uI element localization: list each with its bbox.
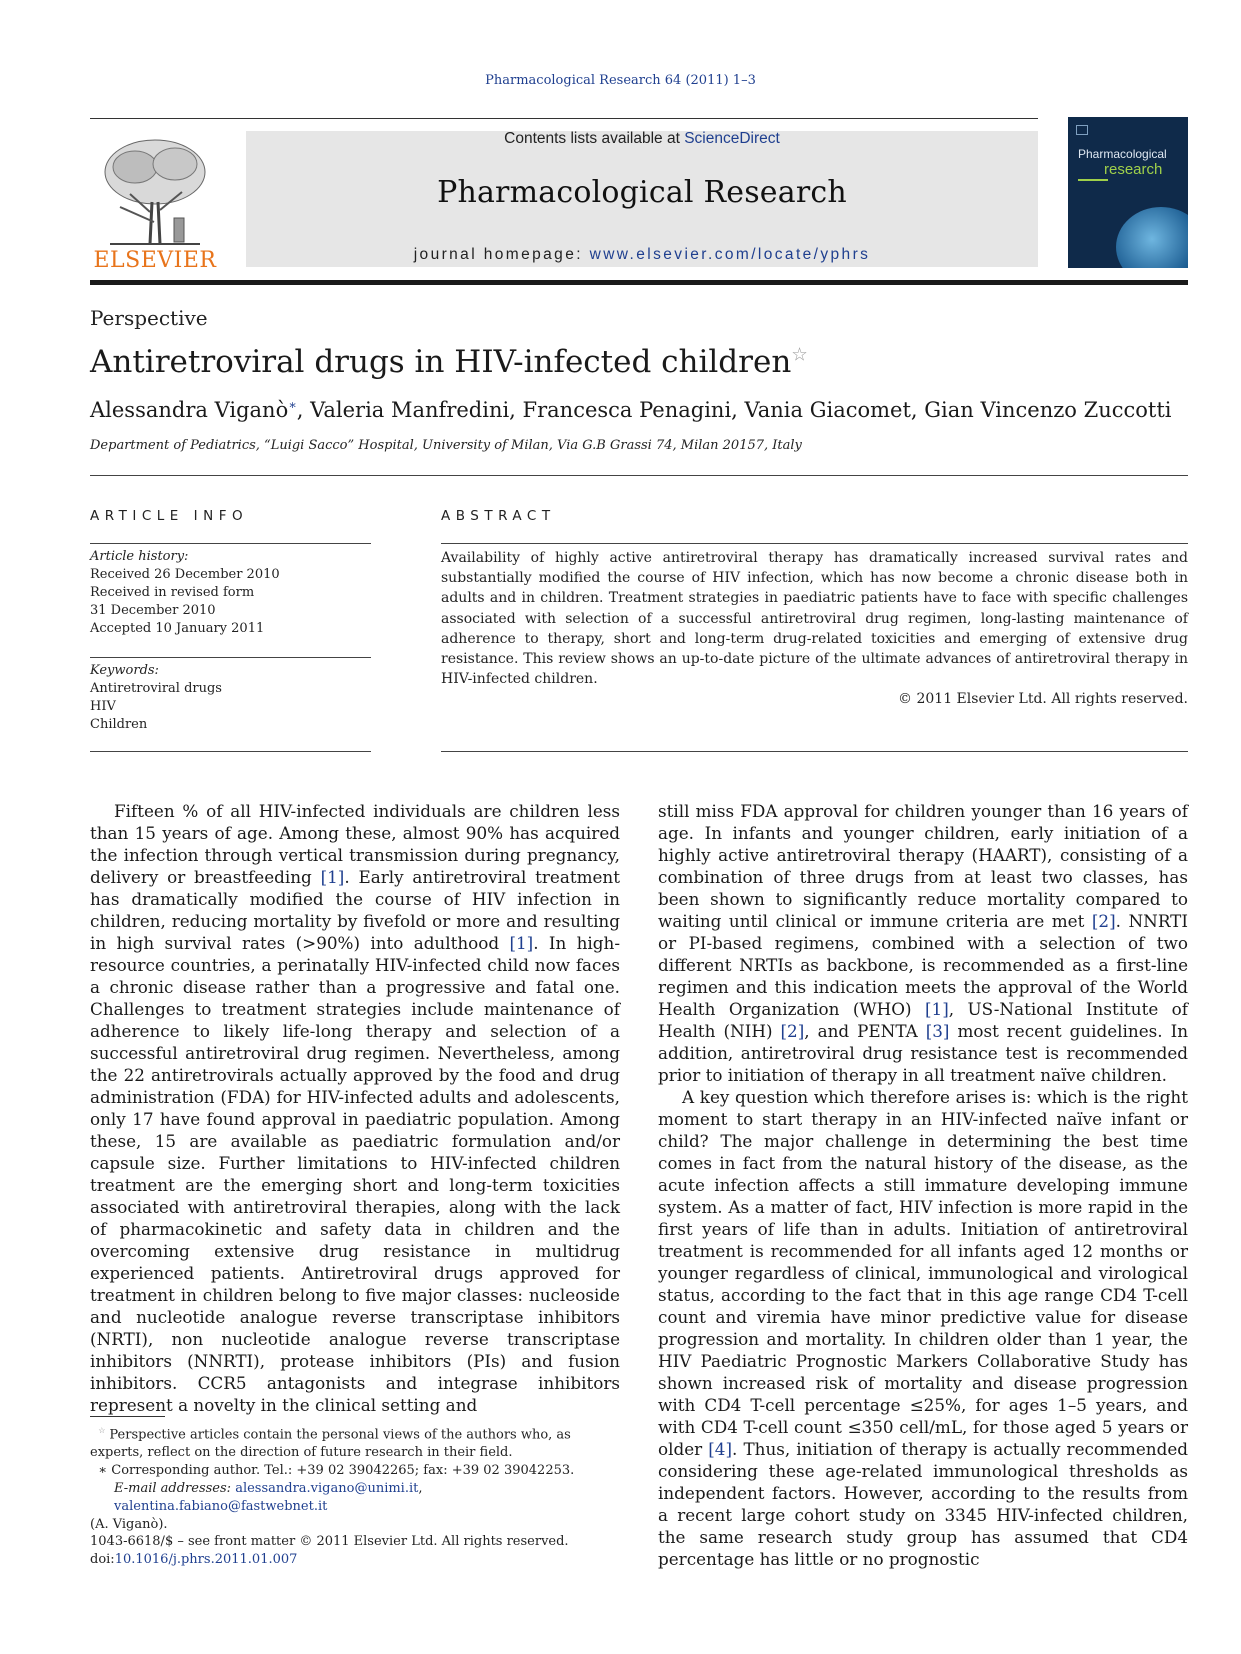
keyword: Children	[90, 717, 148, 732]
history-entry: Received 26 December 2010	[90, 567, 280, 582]
contents-line	[246, 130, 1038, 148]
article-type: Perspective	[90, 306, 208, 330]
email-label: E-mail addresses:	[114, 1481, 232, 1497]
elsevier-wordmark: ELSEVIER	[93, 248, 217, 273]
text-run: most recent guidelines. In addition, antiretroviral drug resistance test is recommended prior to initiation of therapy in all treatment naïve children.	[658, 1021, 1188, 1085]
divider	[90, 657, 371, 658]
text-run: , and PENTA	[804, 1021, 926, 1041]
divider	[90, 751, 371, 752]
title-text: Antiretroviral drugs in HIV-infected children	[90, 344, 792, 380]
other-authors: , Valeria Manfredini, Francesca Penagini, Vania Giacomet, Gian Vincenzo Zuccotti	[296, 398, 1172, 422]
abstract-heading: ABSTRACT	[441, 508, 556, 524]
contents-prefix: Contents lists available at	[504, 130, 685, 147]
banner-rule	[90, 280, 1188, 285]
reference-link[interactable]: [3]	[925, 1021, 950, 1041]
email-owner: (A. Viganò).	[90, 1517, 168, 1533]
corresponding-author-mark[interactable]: ∗	[288, 397, 297, 412]
keyword: HIV	[90, 699, 116, 714]
journal-cover[interactable]	[1068, 117, 1188, 268]
reference-link[interactable]: [1]	[320, 867, 345, 887]
homepage-link[interactable]: www.elsevier.com/locate/yphrs	[589, 246, 871, 263]
front-matter-info	[90, 1533, 620, 1569]
paragraph	[658, 1086, 1188, 1570]
sciencedirect-link[interactable]: ScienceDirect	[684, 130, 780, 147]
affiliation: Department of Pediatrics, “Luigi Sacco” Hospital, University of Milan, Via G.B Grassi 74, Milan 20157, Italy	[90, 438, 802, 453]
divider	[441, 751, 1188, 752]
footnote-perspective	[90, 1422, 620, 1462]
paragraph	[658, 800, 1188, 1086]
history-entry: Accepted 10 January 2011	[90, 621, 265, 636]
divider	[441, 543, 1188, 544]
cover-title-1: Pharmacological	[1078, 147, 1167, 161]
elsevier-logo[interactable]	[90, 132, 220, 272]
article-history	[90, 548, 371, 638]
text-run: still miss FDA approval for children younger than 16 years of age. In infants and younger children, early initiation of a highly active antiretroviral therapy (HAART), consisting of a combination of three drugs from at least two classes, has been shown to significantly reduce mortality compared to waiting until clinical or immune criteria are met	[658, 801, 1188, 931]
cover-title-2: research	[1104, 161, 1163, 178]
text-run: . NNRTI or PI-based regimens, combined with a selection of two different NRTIs as backbone, is recommended as a first-line regimen and this indication meets the approval of the World Health Organization (WHO)	[658, 911, 1188, 1019]
history-entry: 31 December 2010	[90, 603, 216, 618]
reference-link[interactable]: [1]	[509, 933, 534, 953]
footnote-email	[90, 1480, 620, 1516]
reference-link[interactable]: [1]	[924, 999, 949, 1019]
reference-link[interactable]: [4]	[708, 1439, 733, 1459]
text-run: , US-National Institute of Health (NIH)	[658, 999, 1188, 1041]
divider	[90, 543, 371, 544]
footnote-rule	[90, 1416, 165, 1417]
footnote-star-mark: ☆	[98, 1426, 106, 1435]
footnote-text: Corresponding author. Tel.: +39 02 39042265; fax: +39 02 39042253.	[107, 1463, 575, 1479]
journal-citation[interactable]: Pharmacological Research 64 (2011) 1–3	[485, 73, 756, 88]
email-separator: ,	[418, 1481, 423, 1497]
abstract-text: Availability of highly active antiretroviral therapy has dramatically increased survival rates and substantially modified the course of HIV infection, which has now become a chronic disease both in adults and in children. Treatment strategies in paediatric patients have to face with specific challenges associated with selection of a successful antiretroviral drug regimen, long-lasting maintenance of adherence to therapy, short and long-term drug-related toxicities and emerging of extensive drug resistance. This review shows an up-to-date picture of the ultimate advances of antiretroviral therapy in HIV-infected children.	[441, 550, 1188, 688]
abstract-body	[441, 548, 1188, 710]
keywords-label: Keywords:	[90, 663, 159, 678]
author-list	[90, 397, 1172, 422]
article-info-heading: ARTICLE INFO	[90, 508, 249, 524]
text-run: A key question which therefore arises is: which is the right moment to start therapy in an HIV-infected naïve infant or child? The major challenge in determining the best time comes in fact from the natural history of the disease, as the acute infection affects a still immature developing immune system. As a matter of fact, HIV infection is more rapid in the first years of life than in adults. Initiation of antiretroviral treatment is recommended for all infants aged 12 months or younger regardless of clinical, immunological and virological status, according to the fact that in this age range CD4 T-cell count and viremia have minor predictive value for disease progression and mortality. In children older than 1 year, the HIV Paediatric Prognostic Markers Collaborative Study has shown increased risk of mortality and disease progression with CD4 T-cell percentage ≤25%, for ages 1–5 years, and with CD4 T-cell count ≤350 cell/mL, for those aged 5 years or older	[658, 1087, 1188, 1459]
article-title	[90, 344, 808, 380]
doi-link[interactable]: 10.1016/j.phrs.2011.01.007	[114, 1552, 298, 1567]
body-column-right	[658, 800, 1188, 1570]
journal-title: Pharmacological Research	[437, 175, 847, 210]
journal-homepage	[246, 246, 1038, 264]
email-link[interactable]: alessandra.vigano@unimi.it	[235, 1481, 419, 1497]
text-run: Fifteen % of all HIV-infected individuals are children less than 15 years of age. Among these, almost 90% has acquired the infection through vertical transmission during pregnancy, delivery or breastfeeding	[90, 801, 620, 887]
doi-label: doi:	[90, 1552, 115, 1567]
title-footnote-mark[interactable]: ☆	[791, 344, 808, 366]
email-link[interactable]: valentina.fabiano@fastwebnet.it	[114, 1499, 328, 1515]
history-entry: Received in revised form	[90, 585, 255, 600]
history-label: Article history:	[90, 549, 189, 564]
issn-line: 1043-6618/$ – see front matter © 2011 Elsevier Ltd. All rights reserved.	[90, 1534, 569, 1549]
reference-link[interactable]: [2]	[780, 1021, 805, 1041]
cover-accent	[1078, 179, 1108, 181]
cover-logo-icon	[1076, 125, 1088, 135]
text-run: . Thus, initiation of therapy is actually recommended considering these age-related immunological thresholds as independent factors. However, according to the results from a recent large cohort study on 3345 HIV-infected children, the same research study group has assumed that CD4 percentage has little or no prognostic	[658, 1439, 1188, 1569]
footnote-corresponding	[90, 1462, 620, 1480]
cover-globe-icon	[1116, 207, 1188, 268]
doi-line	[90, 1551, 620, 1569]
footnotes	[90, 1422, 620, 1534]
body-column-left	[90, 800, 620, 1416]
paragraph	[90, 800, 620, 1416]
footnote-asterisk-mark: ∗	[98, 1463, 108, 1479]
keywords	[90, 662, 371, 734]
footnote-text: Perspective articles contain the personal views of the authors who, as experts, reflect on the direction of future research in their field.	[90, 1427, 571, 1461]
homepage-prefix: journal homepage:	[413, 246, 590, 263]
reference-link[interactable]: [2]	[1091, 911, 1116, 931]
text-run: . In high-resource countries, a perinatally HIV-infected child now faces a chronic disease rather than a progressive and fatal one. Challenges to treatment strategies include maintenance of adherence to likely life-long therapy and selection of a successful antiretroviral drug regimen. Nevertheless, among the 22 antiretrovirals actually approved by the food and drug administration (FDA) for HIV-infected adults and adolescents, only 17 have found approval in paediatric population. Among these, 15 are available as paediatric formulation and/or capsule size. Further limitations to HIV-infected children treatment are the emerging short and long-term toxicities associated with antiretroviral therapies, along with the lack of pharmacokinetic and safety data in children and the overcoming extensive drug resistance in multidrug experienced patients. Antiretroviral drugs approved for treatment in children belong to five major classes: nucleoside and nucleotide analogue reverse transcriptase inhibitors (NRTI), non nucleotide analogue reverse transcriptase inhibitors (NNRTI), protease inhibitors (PIs) and fusion inhibitors. CCR5 antagonists and integrase inhibitors represent a novelty in the clinical setting and	[90, 933, 621, 1415]
text-run: . Early antiretroviral treatment has dramatically modified the course of HIV infection in children, reducing mortality by fivefold or more and resulting in high survival rates (>90%) into adulthood	[90, 867, 620, 953]
divider	[90, 475, 1188, 476]
header-rule	[90, 118, 1038, 119]
first-author: Alessandra Viganò	[90, 398, 289, 422]
keyword: Antiretroviral drugs	[90, 681, 222, 696]
abstract-copyright: © 2011 Elsevier Ltd. All rights reserved.	[898, 691, 1188, 708]
